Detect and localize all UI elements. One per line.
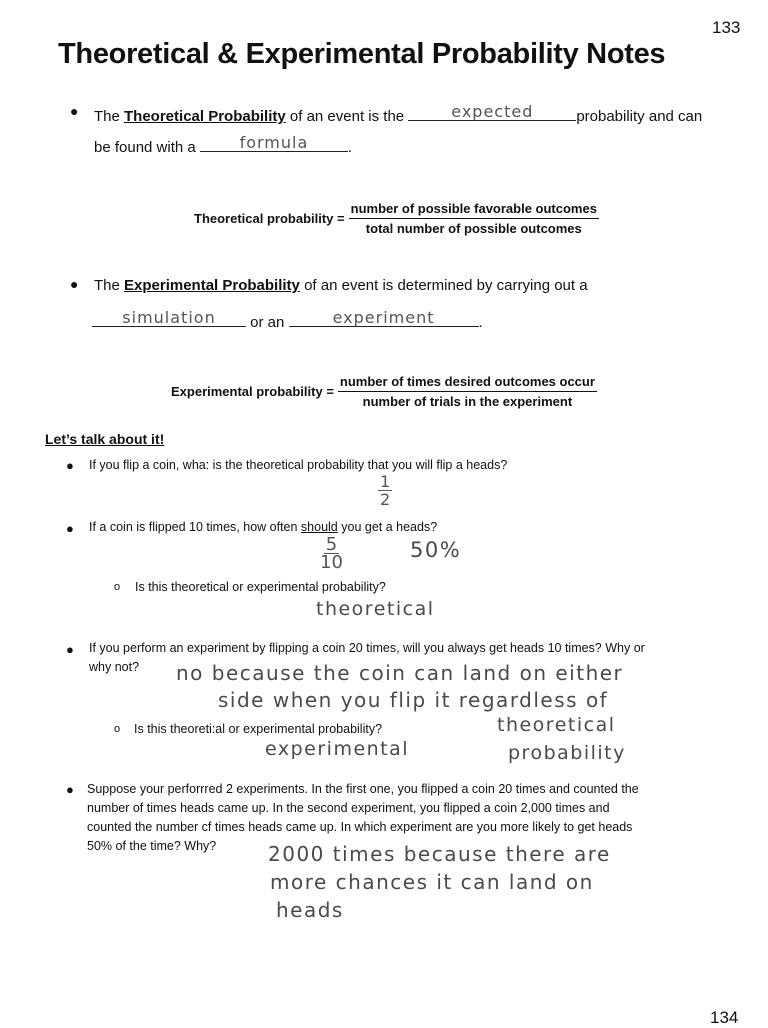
text: of an event is the: [285, 108, 409, 125]
formula-numerator: number of possible favorable outcomes: [349, 201, 599, 219]
page-number-bottom: 134: [710, 1008, 739, 1027]
page-title: Theoretical & Experimental Probability Notes: [58, 38, 666, 70]
text: or an: [246, 314, 289, 331]
fraction-denominator: 10: [320, 552, 343, 573]
question-3-sub: Is this theoreti:al or experimental probability?: [134, 722, 383, 736]
handwritten-answer-line2: more chances it can land on: [270, 870, 594, 894]
handwritten-answer-theoretical: theoretical: [316, 598, 435, 620]
experimental-formula: [171, 374, 597, 409]
handwritten-answer-simulation: simulation: [122, 308, 216, 327]
theoretical-definition-line1: [94, 104, 702, 125]
bullet-dot: ●: [66, 642, 74, 657]
question-1: If you flip a coin, wha: is the theoretical probability that you will flip a heads?: [89, 458, 508, 472]
experimental-definition-line1: [94, 277, 588, 294]
handwritten-fraction-five-tenths: [320, 534, 343, 573]
text: .: [347, 139, 353, 156]
fraction-denominator: 2: [380, 490, 391, 509]
question-4-line4: 50% of the time? Why?: [87, 839, 217, 853]
handwritten-answer-line4: probability: [508, 742, 626, 764]
experimental-definition-line2: [92, 310, 483, 331]
sub-bullet-circle: o: [114, 723, 121, 735]
text: .: [478, 314, 483, 331]
theoretical-definition-line2: [94, 135, 352, 156]
formula-label: Theoretical probability =: [194, 211, 345, 226]
theoretical-term: Theoretical Probability: [124, 108, 286, 125]
blank-field: [200, 135, 348, 152]
handwritten-answer-percent: 50%: [410, 538, 462, 562]
handwritten-answer-expected: expected: [451, 102, 534, 121]
text: you get a heads?: [337, 520, 438, 534]
formula-denominator: total number of possible outcomes: [365, 221, 582, 236]
underlined-word: should: [300, 520, 338, 534]
question-4-line3: counted the number cf times heads came up. In which experiment are you more likely to get heads: [87, 820, 633, 834]
text: probability and can: [576, 108, 703, 125]
handwritten-fraction-one-half: [378, 474, 392, 509]
bullet-dot: ●: [70, 276, 79, 292]
bullet-dot: ●: [66, 782, 74, 797]
fraction-numerator: 5: [325, 534, 338, 555]
handwritten-answer-line3: theoretical: [497, 714, 616, 736]
formula-fraction: [349, 201, 599, 236]
blank-field: [92, 310, 246, 327]
blank-field: [289, 310, 479, 327]
bullet-dot: ●: [66, 458, 74, 473]
bullet-dot: ●: [66, 521, 74, 536]
question-2-sub: Is this theoretical or experimental probability?: [135, 580, 386, 594]
formula-numerator: number of times desired outcomes occur: [338, 374, 597, 392]
text: of an event is determined by carrying out a: [299, 277, 588, 294]
handwritten-answer-experiment: experiment: [332, 308, 435, 327]
fraction-numerator: 1: [380, 472, 391, 491]
question-3-line2: why not?: [89, 660, 140, 674]
formula-fraction: [338, 374, 597, 409]
question-4-line1: Suppose your perforrred 2 experiments. In the first one, you flipped a coin 20 times and counted the: [87, 782, 639, 796]
blank-field: [408, 104, 576, 121]
question-2: [89, 518, 437, 537]
text: be found with a: [94, 139, 200, 156]
experimental-term: Experimental Probability: [124, 277, 300, 294]
formula-denominator: number of trials in the experiment: [362, 394, 573, 409]
text: The: [94, 108, 125, 125]
handwritten-answer-line1: no because the coin can land on either: [176, 661, 624, 685]
sub-bullet-circle: o: [114, 581, 121, 593]
text: If a coin is flipped 10 times, how often: [89, 520, 301, 534]
question-4-line2: number of times heads came up. In the second experiment, you flipped a coin 2,000 times and: [87, 801, 610, 815]
question-3-line1: If you perform an expəriment by flipping a coin 20 times, will you always get heads 10 times? Why or: [89, 641, 645, 655]
section-heading: Let’s talk about it!: [45, 431, 165, 447]
theoretical-formula: [194, 201, 599, 236]
handwritten-answer-line1: 2000 times because there are: [268, 842, 611, 866]
bullet-dot: ●: [70, 103, 79, 119]
handwritten-answer-line3: heads: [276, 898, 344, 922]
handwritten-answer-formula: formula: [239, 133, 309, 152]
handwritten-answer-experimental: experimental: [265, 738, 410, 760]
handwritten-answer-line2: side when you flip it regardless of: [218, 688, 609, 712]
formula-label: Experimental probability =: [171, 384, 334, 399]
page-number-top: 133: [712, 18, 741, 37]
text: The: [94, 277, 125, 294]
